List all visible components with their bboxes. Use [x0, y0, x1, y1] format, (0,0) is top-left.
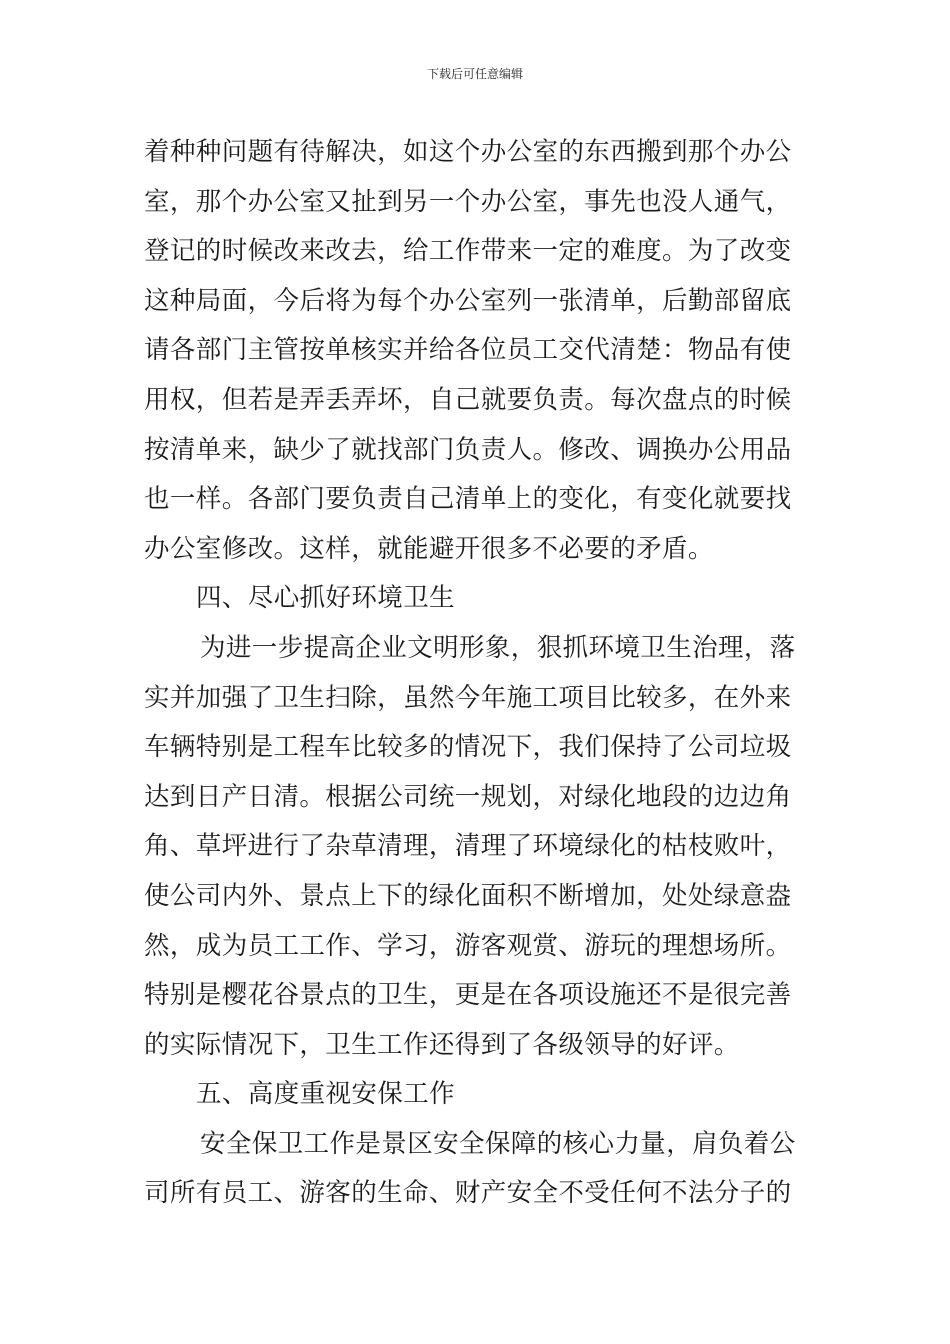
section-heading-5: 五、高度重视安保工作 — [196, 1079, 456, 1110]
text-line: 请各部门主管按单核实并给各位员工交代清楚：物品有使 — [144, 335, 792, 366]
text-line: 达到日产日清。根据公司统一规划，对绿化地段的边边角 — [144, 781, 792, 812]
text-line: 司所有员工、游客的生命、财产安全不受任何不法分子的 — [144, 1178, 792, 1209]
text-line: 然，成为员工工作、学习，游客观赏、游玩的理想场所。 — [144, 930, 792, 961]
text-line: 实并加强了卫生扫除，虽然今年施工项目比较多，在外来 — [144, 682, 792, 713]
text-line: 特别是樱花谷景点的卫生，更是在各项设施还不是很完善 — [144, 980, 792, 1011]
text-line: 这种局面，今后将为每个办公室列一张清单，后勤部留底 — [144, 285, 792, 316]
paragraph-first-line: 安全保卫工作是景区安全保障的核心力量，肩负着公 — [200, 1128, 796, 1159]
paragraph-first-line: 为进一步提高企业文明形象，狠抓环境卫生治理，落 — [200, 632, 796, 663]
text-line: 室，那个办公室又扯到另一个办公室，事先也没人通气， — [144, 186, 792, 217]
text-line: 办公室修改。这样，就能避开很多不必要的矛盾。 — [144, 533, 714, 564]
text-line: 的实际情况下，卫生工作还得到了各级领导的好评。 — [144, 1029, 740, 1060]
document-body — [144, 128, 814, 1219]
text-line: 按清单来，缺少了就找部门负责人。修改、调换办公用品 — [144, 434, 792, 465]
page-header: 下载后可任意编辑 — [426, 67, 523, 81]
text-line: 着种种问题有待解决，如这个办公室的东西搬到那个办公 — [144, 137, 792, 167]
text-line: 登记的时候改来改去，给工作带来一定的难度。为了改变 — [144, 236, 792, 267]
section-heading-4: 四、尽心抓好环境卫生 — [196, 583, 456, 614]
text-line: 使公司内外、景点上下的绿化面积不断增加，处处绿意盎 — [144, 880, 792, 911]
text-line: 车辆特别是工程车比较多的情况下，我们保持了公司垃圾 — [144, 732, 792, 763]
text-line: 也一样。各部门要负责自己清单上的变化，有变化就要找 — [144, 484, 792, 515]
text-line: 角、草坪进行了杂草清理，清理了环境绿化的枯枝败叶， — [144, 831, 792, 862]
text-line: 用权，但若是弄丢弄坏，自己就要负责。每次盘点的时候 — [144, 384, 792, 415]
